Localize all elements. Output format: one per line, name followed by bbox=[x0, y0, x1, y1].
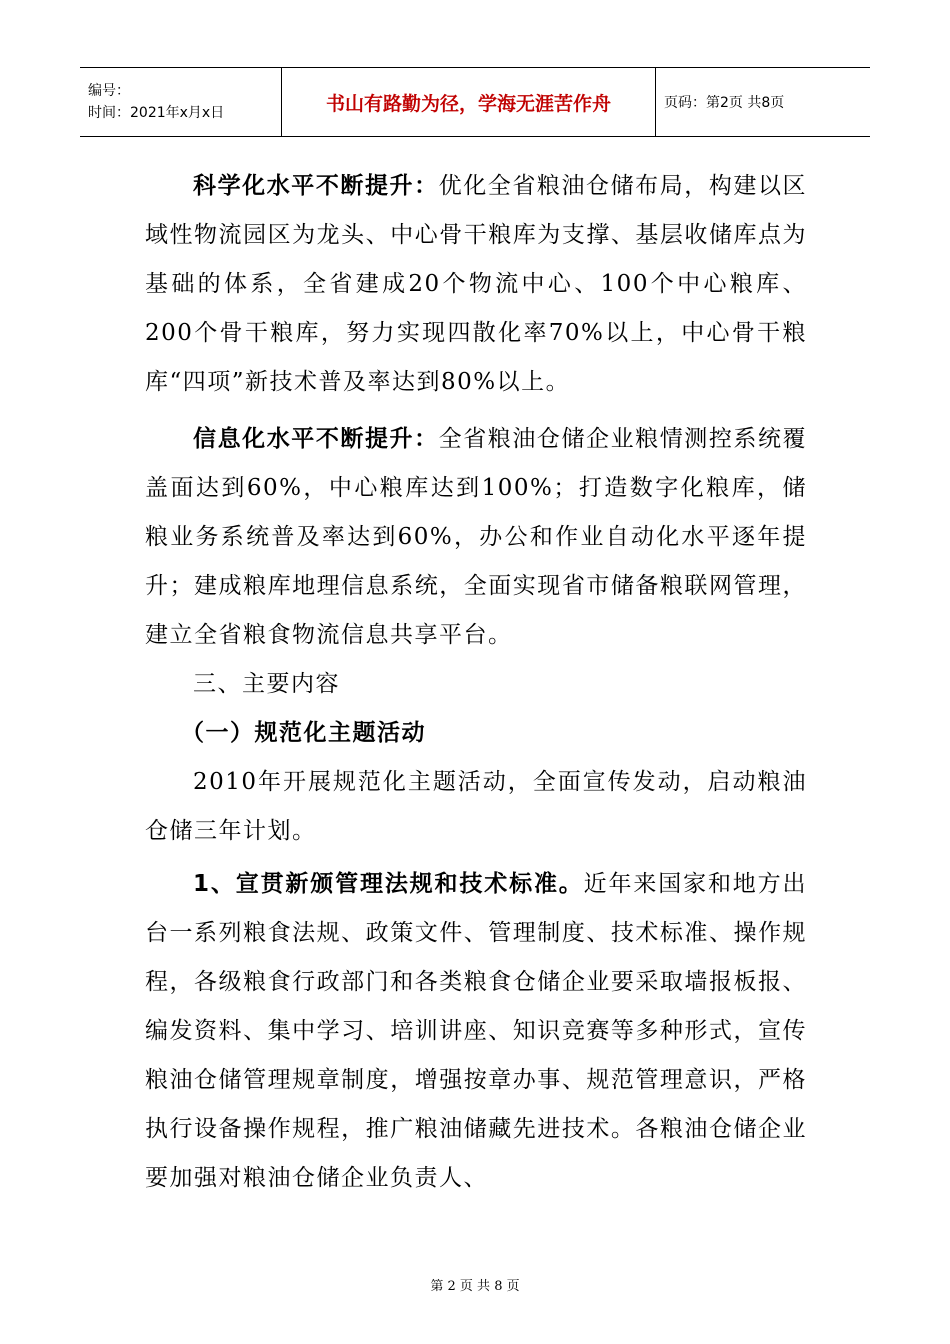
paragraph-informatization bbox=[145, 415, 807, 660]
header-page-info: 页码：第2页 共8页 bbox=[664, 95, 785, 111]
header-motto: 书山有路勤为径，学海无涯苦作舟 bbox=[282, 68, 656, 136]
paragraph-standards bbox=[145, 860, 807, 1203]
header-meta bbox=[80, 68, 282, 136]
paragraph-scientific bbox=[145, 162, 807, 407]
paragraph-text: 全省粮油仓储企业粮情测控系统覆盖面达到60%，中心粮库达到100%；打造数字化粮库，储粮业务系统普及率达到60%，办公和作业自动化水平逐年提升；建成粮库地理信息系统，全面实现省市储备粮联网管理，建立全省粮食物流信息共享平台。 bbox=[145, 426, 807, 648]
paragraph-lead: 科学化水平不断提升： bbox=[193, 173, 439, 199]
subsection-heading: （一）规范化主题活动 bbox=[181, 720, 426, 746]
paragraph-activity: 2010年开展规范化主题活动，全面宣传发动，启动粮油仓储三年计划。 bbox=[145, 769, 807, 844]
paragraph-text: 优化全省粮油仓储布局，构建以区域性物流园区为龙头、中心骨干粮库为支撑、基层收储库点为基础的体系，全省建成20个物流中心、100个中心粮库、200个骨干粮库，努力实现四散化率70%以上，中心骨干粮库“四项”新技术普及率达到80%以上。 bbox=[145, 173, 807, 395]
document-number-label: 编号： bbox=[88, 83, 130, 99]
paragraph-lead: 1、宣贯新颁管理法规和技术标准。 bbox=[193, 871, 584, 897]
document-date: 时间：2021年x月x日 bbox=[88, 105, 225, 121]
page-footer: 第 2 页 共 8 页 bbox=[430, 1279, 520, 1294]
document-body bbox=[145, 162, 807, 1203]
paragraph-lead: 信息化水平不断提升： bbox=[193, 426, 439, 452]
section-heading: 三、主要内容 bbox=[193, 671, 340, 697]
paragraph-text: 近年来国家和地方出台一系列粮食法规、政策文件、管理制度、技术标准、操作规程，各级粮食行政部门和各类粮食仓储企业要采取墙报板报、编发资料、集中学习、培训讲座、知识竞赛等多种形式，宣传粮油仓储管理规章制度，增强按章办事、规范管理意识，严格执行设备操作规程，推广粮油储藏先进技术。各粮油仓储企业要加强对粮油仓储企业负责人、 bbox=[145, 871, 807, 1191]
document-header bbox=[80, 67, 870, 137]
